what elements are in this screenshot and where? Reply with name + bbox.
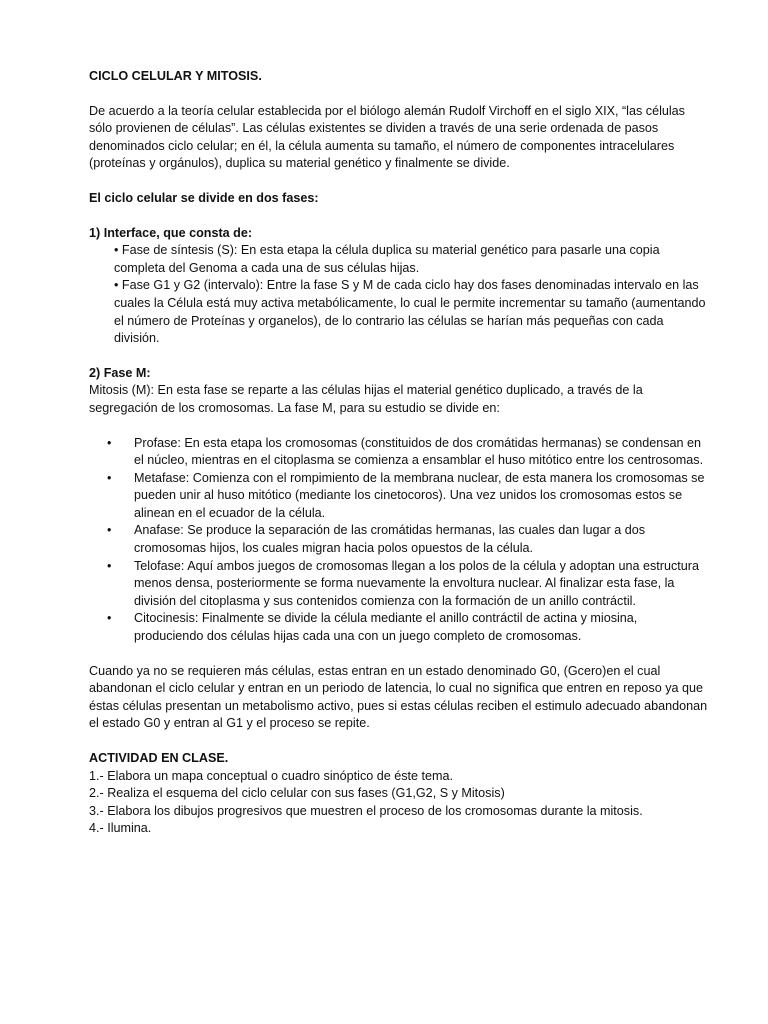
document-title: CICLO CELULAR Y MITOSIS. <box>89 69 262 83</box>
bullet-glyph: • <box>107 470 112 485</box>
list-item-metafase <box>107 470 710 523</box>
phases-intro: El ciclo celular se divide en dos fases: <box>89 190 319 205</box>
activity-item-2: 2.- Realiza el esquema del ciclo celular con sus fases (G1,G2, S y Mitosis) <box>89 786 505 801</box>
interface-item-g1g2 <box>89 277 710 347</box>
bullet-glyph: • <box>107 558 112 573</box>
g0-paragraph: Cuando ya no se requieren más células, estas entran en un estado denominado G0, (Gcero)en el cual abandonan el ciclo celular y entran en un periodo de latencia, lo cual no significa que entren en reposo ya que éstas células presentan un metabolismo activo, pues si estas células reciben el estimulo adecuado abandonan el estado G0 y entran al G1 y el proceso se repite. <box>89 663 708 731</box>
activity-item-1: 1.- Elabora un mapa conceptual o cuadro sinóptico de éste tema. <box>89 768 454 783</box>
interface-item-s <box>89 242 710 277</box>
interface-section <box>89 225 710 348</box>
list-item-profase <box>107 435 710 470</box>
list-item-text: Anafase: Se produce la separación de las cromátidas hermanas, las cuales dan lugar a dos cromosomas hijos, los cuales migran hacia polos opuestos de la célula. <box>134 523 646 556</box>
fase-m-heading: 2) Fase M: <box>89 365 151 380</box>
intro-paragraph: De acuerdo a la teoría celular establecida por el biólogo alemán Rudolf Virchoff en el siglo XIX, “las células sólo provienen de células”. Las células existentes se dividen a través de una serie ordenada de pasos denominados ciclo celular; en él, la célula aumenta su tamaño, el número de componentes intracelulares (proteínas y orgánulos), duplica su material genético y finalmente se divide. <box>89 103 685 171</box>
interface-item-text: Fase de síntesis (S): En esta etapa la célula duplica su material genético para pasarle una copia completa del Genoma a cada una de sus células hijas. <box>114 243 660 275</box>
interface-item-text: Fase G1 y G2 (intervalo): Entre la fase S y M de cada ciclo hay dos fases denominadas intervalo en las cuales la Célula está muy activa metabólicamente, lo cual le permite incrementar su tamaño (aumentando el número de Proteínas y organelos), de lo contrario las células se harían más pequeñas con cada división. <box>114 278 706 346</box>
activity-item-3: 3.- Elabora los dibujos progresivos que muestren el proceso de los cromosomas durante la mitosis. <box>89 803 643 818</box>
bullet-glyph: • <box>107 611 112 626</box>
activity-heading: ACTIVIDAD EN CLASE. <box>89 751 229 765</box>
bullet-glyph: • <box>107 523 112 538</box>
fase-m-intro: Mitosis (M): En esta fase se reparte a las células hijas el material genético duplicado, a través de la segregación de los cromosomas. La fase M, para su estudio se divide en: <box>89 383 643 415</box>
mitosis-phase-list <box>89 435 710 646</box>
activity-item-4: 4.- Ilumina. <box>89 821 152 836</box>
bullet-glyph: • <box>107 435 112 450</box>
list-item-text: Metafase: Comienza con el rompimiento de la membrana nuclear, de esta manera los cromosomas se pueden unir al huso mitótico (mediante los cinetocoros). Una vez unidos los cromosomas estos se alinean en el ecuador de la célula. <box>134 470 705 520</box>
list-item-text: Profase: En esta etapa los cromosomas (constituidos de dos cromátidas hermanas) se condensan en el núcleo, mientras en el citoplasma se comienza a ensamblar el huso mitótico entre los centrosomas. <box>134 435 704 468</box>
activity-section <box>89 750 710 838</box>
bullet-glyph: • <box>114 243 119 258</box>
interface-heading: 1) Interface, que consta de: <box>89 225 253 240</box>
bullet-glyph: • <box>114 278 119 293</box>
list-item-text: Telofase: Aquí ambos juegos de cromosomas llegan a los polos de la célula y adoptan una estructura menos densa, posteriormente se forma nuevamente la envoltura nuclear. Al finalizar esta fase, la división del citoplasma y sus contenidos comienza con la formación de un anillo contráctil. <box>134 558 699 608</box>
list-item-citocinesis <box>107 610 710 645</box>
list-item-telofase <box>107 558 710 611</box>
fase-m-section <box>89 365 710 646</box>
list-item-anafase <box>107 522 710 557</box>
list-item-text: Citocinesis: Finalmente se divide la célula mediante el anillo contráctil de actina y miosina, produciendo dos células hijas cada una con un juego completo de cromosomas. <box>134 611 638 644</box>
